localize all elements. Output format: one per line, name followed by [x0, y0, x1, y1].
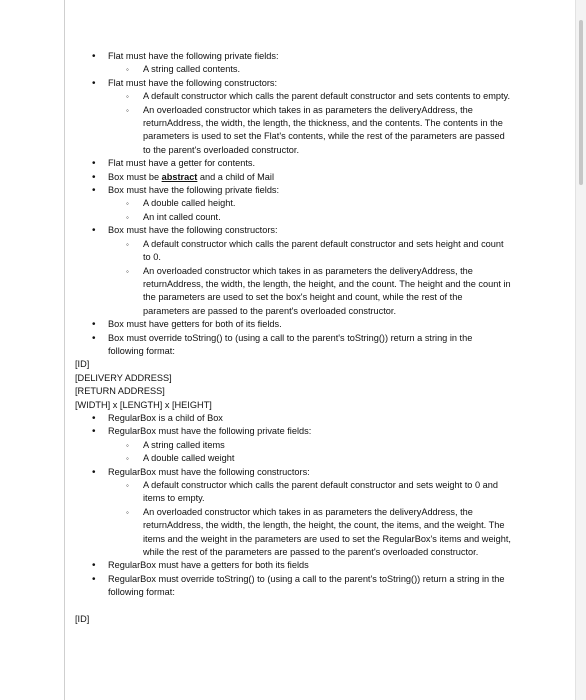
sub-bullet-item — [0, 197, 575, 210]
sub-bullet-item — [0, 90, 575, 103]
bullet-item — [0, 184, 575, 197]
document-body — [0, 50, 575, 626]
item-text: A string called contents. — [143, 64, 241, 75]
sub-bullet-item — [0, 211, 575, 224]
format-line — [0, 385, 575, 398]
format-line — [0, 613, 575, 626]
sub-bullet-item — [0, 452, 575, 465]
item-text: A double called height. — [143, 198, 236, 209]
item-text: RegularBox must override toString() to (using a call to the parent's toString()) return a string in the following format: — [108, 573, 505, 598]
format-line — [0, 600, 575, 613]
bullet-circle-icon: ◦ — [126, 454, 129, 464]
scrollbar-thumb[interactable] — [579, 20, 583, 185]
item-text: [WIDTH] x [LENGTH] x [HEIGHT] — [75, 399, 212, 410]
item-text: Flat must have the following private fields: — [108, 51, 279, 61]
item-text-after: and a child of Mail — [197, 171, 274, 182]
bullet-disc-icon: • — [92, 412, 96, 424]
bullet-disc-icon: • — [92, 185, 96, 197]
bullet-circle-icon: ◦ — [126, 199, 129, 209]
bullet-disc-icon: • — [92, 560, 96, 572]
bullet-circle-icon: ◦ — [126, 481, 129, 490]
item-text: RegularBox must have the following constructors: — [108, 466, 310, 477]
item-text: Flat must have the following constructors: — [108, 77, 278, 88]
bullet-disc-icon: • — [92, 77, 96, 89]
item-text: [DELIVERY ADDRESS] — [75, 372, 172, 383]
item-text: A default constructor which calls the parent default constructor and sets contents to empty. — [143, 91, 511, 102]
item-text: Box must override toString() to (using a call to the parent's toString()) return a string in the following format: — [108, 332, 473, 356]
item-text: [RETURN ADDRESS] — [75, 386, 165, 397]
bullet-circle-icon: ◦ — [126, 239, 129, 249]
sub-bullet-item — [0, 479, 575, 506]
item-text: A string called items — [143, 439, 225, 450]
bullet-item — [0, 559, 575, 572]
bullet-disc-icon: • — [92, 573, 96, 585]
bullet-circle-icon: ◦ — [126, 212, 129, 222]
bullet-item — [0, 50, 575, 63]
item-text: Box must be — [108, 171, 162, 182]
sub-bullet-item — [0, 506, 575, 560]
scrollbar[interactable] — [575, 0, 586, 700]
sub-bullet-item — [0, 104, 575, 158]
bullet-item — [0, 224, 575, 237]
bullet-disc-icon: • — [92, 332, 96, 344]
sub-bullet-item — [0, 238, 575, 265]
item-text: A double called weight — [143, 453, 235, 464]
bullet-item — [0, 332, 575, 359]
sub-bullet-item — [0, 439, 575, 452]
item-text: RegularBox is a child of Box — [108, 412, 223, 423]
bullet-disc-icon: • — [92, 426, 96, 438]
bullet-circle-icon: ◦ — [126, 266, 129, 276]
item-text: RegularBox must have the following private fields: — [108, 426, 312, 437]
bullet-disc-icon: • — [92, 466, 96, 478]
item-text: An overloaded constructor which takes in as parameters the deliveryAddress, the returnAddress, the width, the length, the height, and the count. The height and the count in the parameters are used to set the box's height and count, while the rest of the parameters are passed to the parent's overloaded constructor. — [143, 265, 511, 316]
item-text: An overloaded constructor which takes in as parameters the deliveryAddress, the returnAddress, the width, the length, the thickness, and the contents. The contents in the parameters is used to set the Flat's contents, while the rest of the parameters are passed to the parent's overloaded constructor. — [143, 104, 505, 155]
format-line — [0, 358, 575, 371]
bullet-circle-icon: ◦ — [126, 92, 129, 102]
bullet-disc-icon: • — [92, 171, 96, 183]
item-text: A default constructor which calls the parent default constructor and sets weight to 0 and items to empty. — [143, 480, 498, 504]
item-text: RegularBox must have a getters for both its fields — [108, 560, 309, 571]
bullet-disc-icon: • — [92, 158, 96, 170]
bullet-disc-icon: • — [92, 51, 96, 62]
format-line — [0, 399, 575, 412]
item-text: Flat must have a getter for contents. — [108, 158, 256, 169]
bullet-item — [0, 466, 575, 479]
item-text: A default constructor which calls the parent default constructor and sets height and count to 0. — [143, 238, 504, 263]
sub-bullet-item — [0, 265, 575, 319]
item-text: Box must have the following private fields: — [108, 185, 280, 196]
item-text: [ID] — [75, 359, 90, 370]
bullet-item — [0, 412, 575, 425]
bullet-disc-icon: • — [92, 225, 96, 237]
bullet-circle-icon: ◦ — [126, 105, 129, 115]
bullet-circle-icon: ◦ — [126, 440, 129, 450]
bullet-circle-icon: ◦ — [126, 65, 129, 75]
item-text: An overloaded constructor which takes in as parameters the deliveryAddress, the returnAddress, the width, the length, the height, the count, the items, and the weight. The items and the weight in the parameters are used to set the RegularBox's items and weight, while the rest of the parameters are passed to the parent's overloaded constructor. — [143, 506, 511, 558]
bullet-item — [0, 573, 575, 600]
bullet-circle-icon: ◦ — [126, 507, 129, 517]
emphasis-text: abstract — [161, 171, 198, 182]
bullet-item — [0, 318, 575, 331]
bullet-item — [0, 171, 575, 184]
bullet-item — [0, 77, 575, 90]
bullet-item — [0, 157, 575, 170]
sub-bullet-item — [0, 63, 575, 76]
bullet-item — [0, 425, 575, 438]
bullet-disc-icon: • — [92, 319, 96, 331]
item-text: [ID] — [75, 613, 90, 624]
item-text: Box must have getters for both of its fields. — [108, 319, 282, 330]
item-text: Box must have the following constructors: — [108, 225, 278, 236]
format-line — [0, 372, 575, 385]
item-text: An int called count. — [143, 211, 221, 222]
